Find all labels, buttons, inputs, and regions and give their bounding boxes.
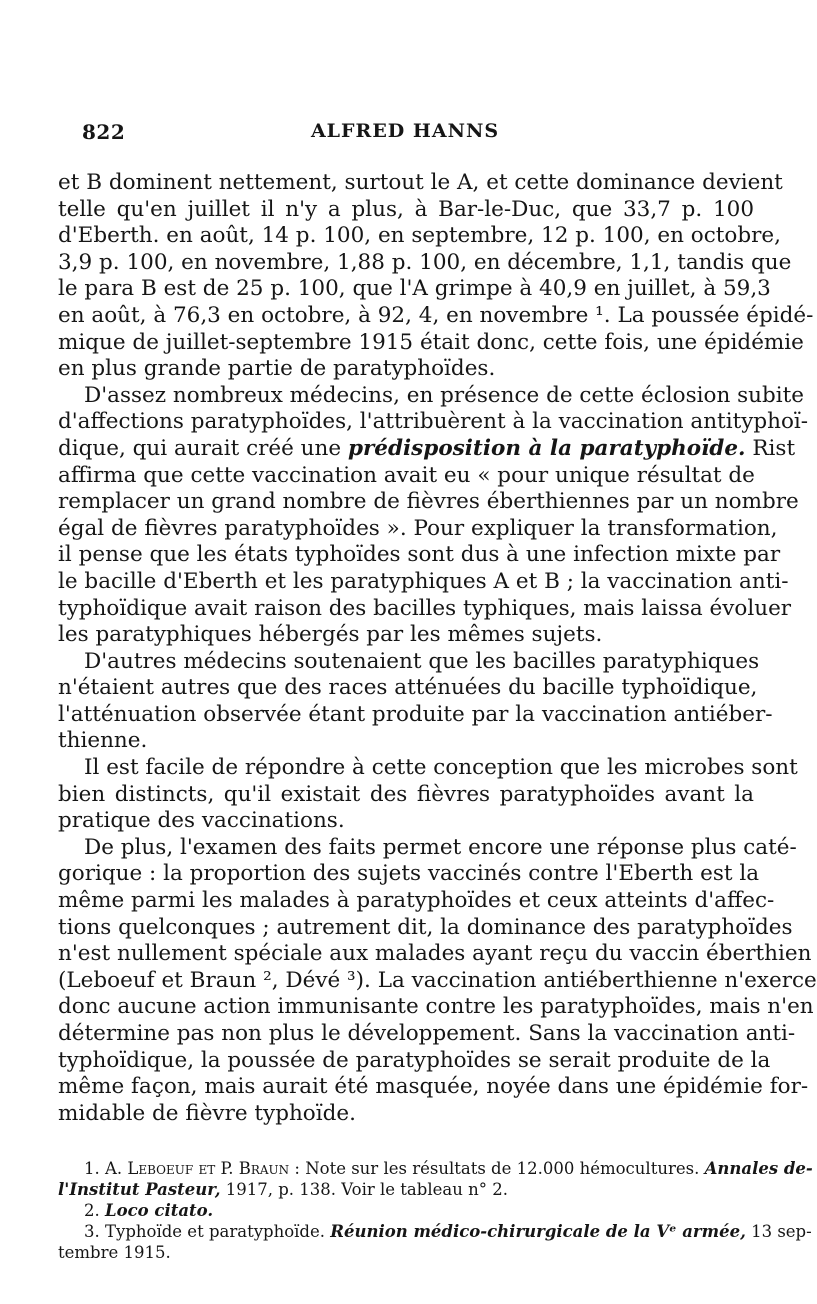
text-line: d'affections paratyphoïdes, l'attribuèrent à la vaccination antityphoï- bbox=[58, 409, 809, 435]
text-line: Il est facile de répondre à cette conception que les microbes sont bbox=[84, 755, 798, 781]
text-line: telle qu'en juillet il n'y a plus, à Bar-le-Duc, que 33,7 p. 100 bbox=[58, 196, 754, 222]
text-line: gorique : la proportion des sujets vaccinés contre l'Eberth est la bbox=[58, 861, 760, 887]
text-line: 3,9 p. 100, en novembre, 1,88 p. 100, en décembre, 1,1, tandis que bbox=[58, 249, 792, 275]
page-header bbox=[82, 120, 728, 150]
paragraph-4 bbox=[58, 755, 798, 835]
text-line: en plus grande partie de paratyphoïdes. bbox=[58, 356, 496, 382]
text-line: thienne. bbox=[58, 728, 148, 754]
footnote-number: 1. bbox=[84, 1159, 100, 1178]
footnote-text: 1917, p. 138. Voir le tableau n° 2. bbox=[225, 1180, 508, 1199]
text-line: même façon, mais aurait été masquée, noyée dans une épidémie for- bbox=[58, 1074, 809, 1100]
paragraph-1 bbox=[58, 170, 814, 383]
text-line: même parmi les malades à paratyphoïdes et ceux atteints d'affec- bbox=[58, 888, 775, 914]
italic-emphasis: prédisposition à la paratyphoïde. bbox=[347, 435, 746, 461]
text-line: remplacer un grand nombre de fièvres éberthiennes par un nombre bbox=[58, 489, 799, 515]
footnote-text: : Note sur les résultats de 12.000 hémocultures. bbox=[289, 1159, 700, 1178]
text-line: D'autres médecins soutenaient que les bacilles paratyphiques bbox=[84, 648, 760, 674]
text-line: (Leboeuf et Braun ², Dévé ³). La vaccination antiéberthienne n'exerce bbox=[58, 967, 817, 993]
page-number: 822 bbox=[82, 120, 126, 144]
footnote-1 bbox=[58, 1158, 813, 1179]
text-line: il pense que les états typhoïdes sont dus à une infection mixte par bbox=[58, 542, 781, 568]
text-line: n'étaient autres que des races atténuées du bacille typhoïdique, bbox=[58, 675, 758, 701]
footnote-number: 2. bbox=[84, 1201, 100, 1220]
text-line: typhoïdique, la poussée de paratyphoïdes se serait produite de la bbox=[58, 1047, 771, 1073]
body-text bbox=[58, 170, 817, 1127]
text-line: affirma que cette vaccination avait eu « pour unique résultat de bbox=[58, 462, 755, 488]
footnote-text: 13 sep- bbox=[751, 1222, 812, 1241]
text-line: typhoïdique avait raison des bacilles typhiques, mais laissa évoluer bbox=[58, 595, 792, 621]
paragraph-2 bbox=[58, 382, 809, 649]
text-line: donc aucune action immunisante contre les paratyphoïdes, mais n'en bbox=[58, 994, 814, 1020]
text-line: en août, à 76,3 en octobre, à 92, 4, en novembre ¹. La poussée épidé- bbox=[58, 302, 814, 328]
text-line: l'atténuation observée étant produite par la vaccination antiéber- bbox=[58, 701, 773, 727]
text-run: Rist bbox=[752, 435, 796, 461]
footnote-number: 3. bbox=[84, 1222, 100, 1241]
text-line: égal de fièvres paratyphoïdes ». Pour expliquer la transformation, bbox=[58, 515, 778, 541]
footnote-1-continued bbox=[58, 1179, 754, 1200]
footnote-text: Typhoïde et paratyphoïde. bbox=[105, 1222, 325, 1241]
running-head: ALFRED HANNS bbox=[310, 120, 500, 142]
footnote-3 bbox=[58, 1221, 812, 1242]
text-line: bien distincts, qu'il existait des fièvres paratyphoïdes avant la bbox=[58, 781, 754, 807]
footnote-journal: l'Institut Pasteur, bbox=[58, 1180, 221, 1199]
text-line: midable de fièvre typhoïde. bbox=[58, 1100, 356, 1126]
footnote-citation: Loco citato. bbox=[105, 1201, 214, 1220]
text-line: et B dominent nettement, surtout le A, et cette dominance devient bbox=[58, 170, 783, 195]
paragraph-5 bbox=[58, 834, 817, 1128]
text-line: tions quelconques ; autrement dit, la dominance des paratyphoïdes bbox=[58, 914, 793, 940]
text-line-with-emphasis bbox=[58, 435, 796, 463]
text-line: De plus, l'examen des faits permet encore une réponse plus caté- bbox=[84, 834, 797, 860]
footnote-authors: A. Leboeuf et P. Braun bbox=[105, 1159, 290, 1178]
paragraph-3 bbox=[58, 648, 773, 755]
text-line: détermine pas non plus le développement. Sans la vaccination anti- bbox=[58, 1021, 796, 1046]
text-line: D'assez nombreux médecins, en présence de cette éclosion subite bbox=[84, 382, 805, 408]
footnote-journal: Annales de- bbox=[704, 1159, 813, 1178]
text-line: le bacille d'Eberth et les paratyphiques A et B ; la vaccination anti- bbox=[58, 568, 789, 594]
text-line: les paratyphiques hébergés par les mêmes sujets. bbox=[58, 622, 603, 648]
text-line: n'est nullement spéciale aux malades ayant reçu du vaccin éberthien bbox=[58, 941, 812, 967]
text-line: mique de juillet-septembre 1915 était donc, cette fois, une épidémie bbox=[58, 329, 804, 355]
footnote-2 bbox=[58, 1200, 754, 1221]
text-line: le para B est de 25 p. 100, que l'A grimpe à 40,9 en juillet, à 59,3 bbox=[58, 276, 771, 302]
text-line: pratique des vaccinations. bbox=[58, 808, 345, 834]
footnotes bbox=[58, 1158, 813, 1263]
text-run: dique, qui aurait créé une bbox=[58, 435, 342, 461]
text-line: d'Eberth. en août, 14 p. 100, en septembre, 12 p. 100, en octobre, bbox=[58, 223, 781, 249]
footnote-journal: Réunion médico-chirurgicale de la Vᵉ armée, bbox=[330, 1222, 746, 1241]
footnote-3-continued: tembre 1915. bbox=[58, 1243, 171, 1262]
